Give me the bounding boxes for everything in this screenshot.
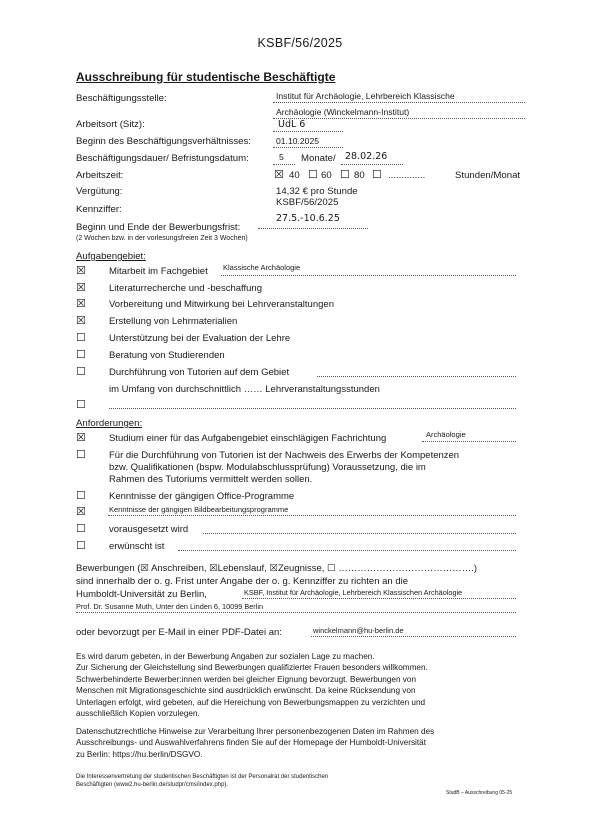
zeit-label: Arbeitszeit:: [76, 170, 124, 181]
hinweise-paragraph-2: [76, 726, 526, 760]
stelle-label: Beschäftigungsstelle:: [76, 93, 167, 104]
footer-line-1: Die Interessenvertretung der studentischen Beschäftigten ist der Personalrat der studentischen: [76, 774, 329, 780]
frist-value: 27.5.-10.6.25: [276, 213, 340, 224]
dauer-date: 28.02.26: [345, 151, 388, 162]
stelle-value-line1: Institut für Archäologie, Lehrbereich Klassische: [276, 91, 455, 101]
aufgaben-checkbox-3[interactable]: ☒: [76, 298, 86, 310]
beginn-underline: [273, 147, 343, 148]
email-label: oder bevorzugt per E-Mail in einer PDF-Datei an:: [76, 627, 282, 638]
anforderungen-item-1: Studium einer für das Aufgabengebiet einschlägigen Fachrichtung: [109, 433, 387, 444]
aufgaben-checkbox-4[interactable]: ☒: [76, 315, 86, 327]
zeit-option-40: 40: [289, 170, 300, 181]
dauer-months: 5: [279, 152, 284, 162]
anforderungen-item-1-underline: [422, 441, 516, 442]
footer-line-2: Beschäftigten (www2.hu-berlin.de/studpr/cms/index.php).: [76, 782, 229, 788]
aufgaben-item-1-underline: [221, 275, 516, 276]
aufgaben-item-4: Erstellung von Lehrmaterialien: [109, 316, 238, 327]
aufgaben-heading: Aufgabengebiet:: [76, 251, 146, 262]
hinweise-1-line-5: Unterlagen erfolgt, wird gebeten, auf die Hereichung von Bewerbungsmappen zu verzichten und: [76, 697, 426, 707]
aufgaben-checkbox-other[interactable]: ☐: [76, 399, 86, 411]
anforderungen-item-6-underline: [178, 550, 516, 551]
email-value[interactable]: winckelmann@hu-berlin.de: [313, 626, 404, 635]
footer-note: [76, 773, 436, 789]
anforderungen-item-2-line1: Für die Durchführung von Tutorien ist der Nachweis des Erwerbs der Kompetenzen: [109, 450, 460, 461]
aufgaben-item-5: Unterstützung bei der Evaluation der Lehre: [109, 333, 291, 344]
anforderungen-checkbox-2[interactable]: ☐: [76, 449, 86, 461]
verguetung-label: Vergütung:: [76, 186, 123, 197]
bewerbung-line-3: Humboldt-Universität zu Berlin,: [76, 589, 207, 600]
hinweise-1-line-6: ausschließlich Kopien vorzulegen.: [76, 709, 200, 719]
frist-note: (2 Wochen bzw. in der vorlesungsfreien Zeit 3 Wochen): [76, 235, 248, 242]
document-reference: KSBF/56/2025: [257, 36, 343, 50]
bewerbung-address-1-underline: [242, 598, 516, 599]
aufgaben-checkbox-5[interactable]: ☐: [76, 332, 86, 344]
anforderungen-item-4-underline: [108, 515, 516, 516]
hinweise-1-line-4: Menschen mit Migrationsgeschichte sind ausdrücklich erwünscht. Da keine Rücksendung von: [76, 686, 416, 696]
zeit-unit: Stunden/Monat: [455, 170, 521, 181]
zeit-checkbox-60[interactable]: ☐: [308, 169, 318, 181]
hinweise-2-line-2: Ausschreibungs- und Auswahlverfahrens finden Sie auf der Homepage der Humboldt-Universität: [76, 738, 426, 748]
anforderungen-checkbox-6[interactable]: ☐: [76, 540, 86, 552]
aufgaben-item-7-underline: [317, 376, 516, 377]
stelle-underline-2: [273, 118, 525, 119]
verguetung-value: 14,32 € pro Stunde: [276, 186, 358, 197]
dauer-date-underline: [341, 164, 403, 165]
aufgaben-item-6: Beratung von Studierenden: [109, 350, 225, 361]
zeit-option-60: 60: [321, 170, 332, 181]
zeit-checkbox-40[interactable]: ☒: [274, 169, 284, 181]
bewerbung-line-1: Bewerbungen (☒ Anschreiben, ☒Lebenslauf, ☒Zeugnisse, ☐ …………………………………….): [76, 563, 478, 574]
anforderungen-item-1-extra: Archäologie: [426, 430, 466, 439]
zeit-checkbox-other[interactable]: ☐: [372, 169, 382, 181]
aufgaben-item-1-extra: Klassische Archäologie: [223, 263, 301, 272]
anforderungen-checkbox-4[interactable]: ☒: [76, 506, 86, 518]
aufgaben-checkbox-6[interactable]: ☐: [76, 349, 86, 361]
anforderungen-item-2-line3: Rahmen des Tutoriums vermittelt werden sollen.: [109, 474, 313, 485]
anforderungen-item-6: erwünscht ist: [109, 541, 165, 552]
aufgaben-item-1: Mitarbeit im Fachgebiet: [109, 266, 208, 277]
anforderungen-checkbox-3[interactable]: ☐: [76, 490, 86, 502]
aufgaben-item-7: Durchführung von Tutorien auf dem Gebiet: [109, 367, 290, 378]
anforderungen-item-4: Kenntnisse der gängigen Bildbearbeitungsprogramme: [109, 505, 289, 514]
anforderungen-checkbox-5[interactable]: ☐: [76, 523, 86, 535]
aufgaben-checkbox-7[interactable]: ☐: [76, 366, 86, 378]
aufgaben-checkbox-2[interactable]: ☒: [76, 282, 86, 294]
aufgaben-item-2: Literaturrecherche und -beschaffung: [109, 283, 262, 294]
kennziffer-value: KSBF/56/2025: [276, 197, 339, 208]
dauer-months-underline: [273, 164, 295, 165]
zeit-other-dots: ..............: [388, 170, 426, 181]
aufgaben-item-3: Vorbereitung und Mitwirkung bei Lehrveranstaltungen: [109, 299, 334, 310]
document-title: Ausschreibung für studentische Beschäftigte: [76, 70, 336, 84]
ort-underline: [273, 131, 343, 132]
ort-value: UdL 6: [278, 119, 306, 130]
bewerbung-address-2-underline: [76, 612, 516, 613]
dauer-monate-text: Monate/: [301, 153, 336, 164]
anforderungen-item-5: vorausgesetzt wird: [109, 524, 189, 535]
hinweise-2-line-1: Datenschutzrechtliche Hinweise zur Verarbeitung Ihrer personenbezogenen Daten im Rahmen des: [76, 727, 435, 736]
aufgaben-checkbox-1[interactable]: ☒: [76, 265, 86, 277]
dauer-label: Beschäftigungsdauer/ Befristungsdatum:: [76, 153, 249, 164]
bewerbung-address-1: KSBF, Institut für Archäologie, Lehrbereich Klassischen Archäologie: [244, 588, 463, 597]
beginn-label: Beginn des Beschäftigungsverhältnisses:: [76, 136, 251, 147]
aufgaben-other-underline: [109, 408, 516, 409]
zeit-checkbox-80[interactable]: ☐: [340, 169, 350, 181]
beginn-value: 01.10.2025: [276, 136, 320, 146]
hinweise-1-line-3: Schwerbehinderte Bewerber:innen werden bei gleicher Eignung bevorzugt. Bewerbungen von: [76, 674, 417, 684]
hinweise-paragraph-1: [76, 651, 526, 719]
kennziffer-label: Kennziffer:: [76, 204, 122, 215]
zeit-option-80: 80: [354, 170, 365, 181]
hinweise-1-line-1: Es wird darum gebeten, in der Bewerbung Angaben zur sozialen Lage zu machen.: [76, 652, 375, 661]
anforderungen-item-5-underline: [203, 533, 516, 534]
anforderungen-checkbox-1[interactable]: ☒: [76, 432, 86, 444]
bewerbung-line-2: sind innerhalb der o. g. Frist unter Angabe der o. g. Kennziffer zu richten an die: [76, 576, 408, 587]
anforderungen-item-2-line2: bzw. Qualifikationen (bspw. Modulabschlussprüfung) Voraussetzung, die im: [109, 462, 426, 473]
ort-label: Arbeitsort (Sitz):: [76, 119, 145, 130]
hinweise-1-line-2: Zur Sicherung der Gleichstellung sind Bewerbungen qualifizierter Frauen besonders willkommen.: [76, 663, 428, 673]
stelle-underline-1: [273, 102, 525, 103]
frist-label: Beginn und Ende der Bewerbungsfrist:: [76, 222, 241, 233]
anforderungen-item-3: Kenntnisse der gängigen Office-Programme: [109, 491, 295, 502]
footer-form-id: StudB – Ausschreibung 05-25: [446, 790, 513, 796]
anforderungen-heading: Anforderungen:: [76, 418, 143, 429]
email-underline: [311, 636, 516, 637]
aufgaben-umfang: im Umfang von durchschnittlich …… Lehrveranstaltungsstunden: [109, 384, 380, 395]
frist-underline: [258, 228, 368, 229]
bewerbung-address-2: Prof. Dr. Susanne Muth, Unter den Linden 6, 10099 Berlin: [76, 602, 263, 611]
hinweise-2-line-3: zu Berlin: https://hu.berlin/DSGVO.: [76, 749, 203, 759]
stelle-value-line2: Archäologie (Winckelmann-Institut): [276, 107, 410, 117]
